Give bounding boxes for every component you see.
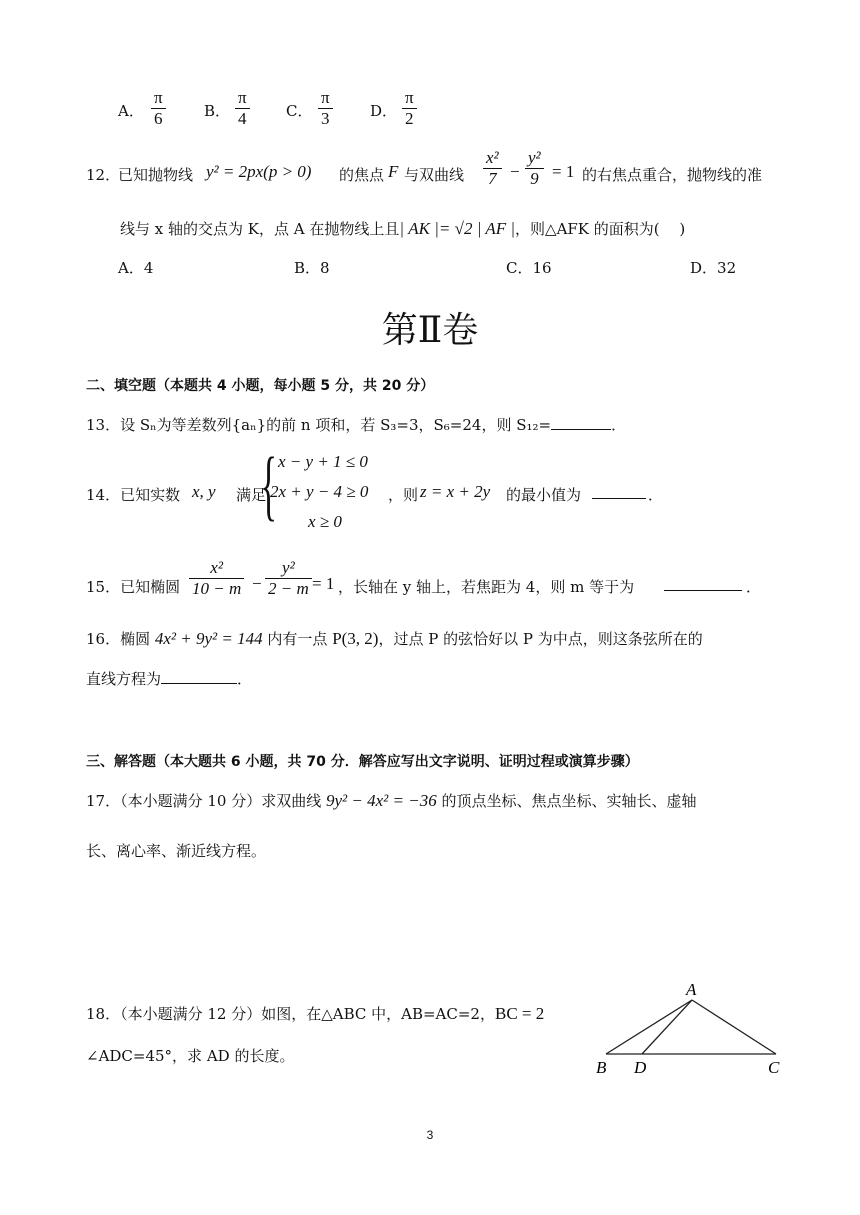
q18-line2: ∠ADC=45°，求 AD 的长度。 <box>86 1047 295 1065</box>
triangle-figure <box>588 980 788 1080</box>
q14: 14．已知实数 x, y 满足 { x − y + 1 ≤ 0 2x + y − 4 ≥ 0 x ≥ 0 ，则 z = x + 2y 的最小值为 ． <box>86 441 664 531</box>
system-brace: { <box>260 441 278 528</box>
q17-line1: 17．（本小题满分 10 分）求双曲线 9y² − 4x² = −36 的顶点坐标、焦点坐标、实轴长、虚轴 <box>86 791 697 810</box>
q11-option-c: C． $\frac{\pi}{3}$ <box>286 88 312 109</box>
page-number: 3 <box>426 1128 434 1142</box>
label-d: D <box>634 1058 647 1077</box>
label-c: C <box>768 1058 780 1077</box>
answer-blank <box>592 484 646 499</box>
q18-line1: 18．（本小题满分 12 分）如图，在△ABC 中，AB=AC=2，BC = 2 <box>86 1004 545 1023</box>
q12-line2: 线与 x 轴的交点为 K，点 A 在抛物线上且| AK |= √2 | AF |，则△AFK 的面积为( ) <box>120 219 686 238</box>
q11-option-a: A． $\frac{\pi}{6}$ <box>118 88 144 109</box>
q16-line1: 16．椭圆 4x² + 9y² = 144 内有一点 P(3, 2)，过点 P 的弦恰好以 P 为中点，则这条弦所在的 <box>86 629 703 648</box>
label-b: B <box>596 1058 607 1077</box>
q12-option-c: C．16 <box>506 259 552 277</box>
side-ac <box>692 1000 776 1054</box>
answer-blank <box>551 415 611 430</box>
answer-blank <box>664 576 742 591</box>
q13: 13．设 Sₙ为等差数列{aₙ}的前 n 项和，若 S₃=3，S₆=24，则 S₁₂= ． <box>86 416 627 434</box>
q12-option-a: A．4 <box>118 259 154 277</box>
q12-option-b: B．8 <box>294 259 330 277</box>
part3-heading: 三、解答题（本大题共 6 小题，共 70 分．解答应写出文字说明、证明过程或演算步骤） <box>86 754 639 770</box>
answer-blank <box>161 669 237 684</box>
q12-option-d: D．32 <box>690 259 737 277</box>
q15: 15．已知椭圆 $\frac{\text{x²}}{10 - m}$ − $\frac{\text{y²}}{2 - m}$ = 1 ，长轴在 y 轴上，若焦距为 4，则 m 等于为 ． <box>86 558 762 598</box>
section-title: 第Ⅱ卷 <box>381 310 479 351</box>
q16-line2: 直线方程为 ． <box>86 670 253 688</box>
q11-option-b: B． $\frac{\pi}{4}$ <box>204 88 230 109</box>
q11-option-d: D． $\frac{\pi}{2}$ <box>370 88 397 109</box>
q17-line2: 长、离心率、渐近线方程。 <box>86 842 267 860</box>
label-a: A <box>686 980 697 999</box>
part2-heading: 二、填空题（本题共 4 小题，每小题 5 分，共 20 分） <box>86 378 435 394</box>
